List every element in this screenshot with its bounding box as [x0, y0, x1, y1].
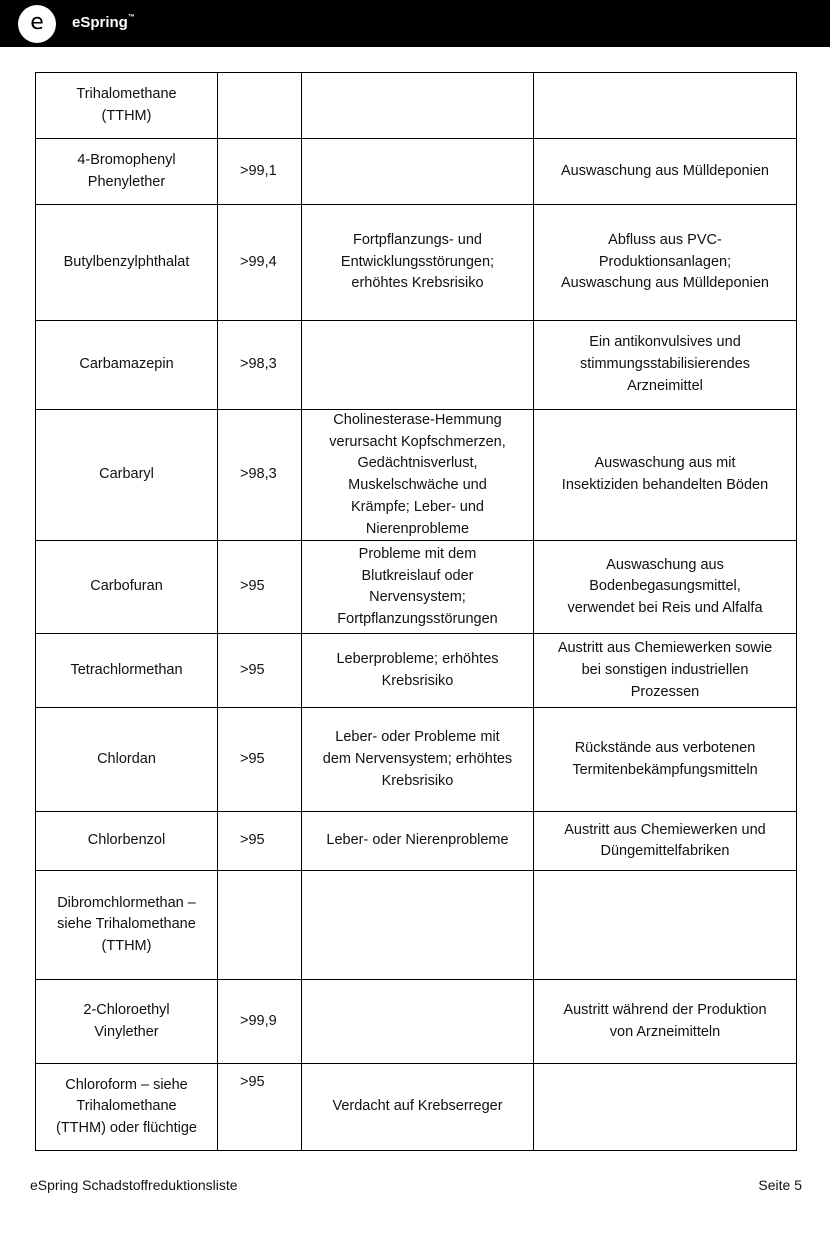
contaminant-table	[35, 72, 797, 1151]
reduction-value: >99,4	[218, 205, 302, 321]
health-effect: Verdacht auf Krebserreger	[302, 1064, 534, 1151]
table-row	[36, 980, 797, 1064]
health-effect	[302, 139, 534, 205]
contaminant-name: Dibromchlormethan – siehe Trihalomethane (TTHM)	[36, 871, 218, 980]
reduction-value: >99,9	[218, 980, 302, 1064]
contaminant-name: Butylbenzylphthalat	[36, 205, 218, 321]
health-effect: Leber- oder Nierenprobleme	[302, 812, 534, 871]
table-row	[36, 139, 797, 205]
contaminant-name: Chlordan	[36, 708, 218, 812]
contaminant-source: Auswaschung aus Bodenbegasungsmittel, verwendet bei Reis und Alfalfa	[534, 541, 797, 634]
table-row	[36, 205, 797, 321]
health-effect	[302, 73, 534, 139]
health-effect	[302, 871, 534, 980]
reduction-value	[218, 73, 302, 139]
contaminant-name: Tetrachlormethan	[36, 634, 218, 708]
contaminant-source	[534, 73, 797, 139]
reduction-value: >95	[218, 541, 302, 634]
reduction-value: >95	[218, 634, 302, 708]
contaminant-name: 2-Chloroethyl Vinylether	[36, 980, 218, 1064]
contaminant-name: Chloroform – siehe Trihalomethane (TTHM) oder flüchtige	[36, 1064, 218, 1151]
contaminant-source: Austritt aus Chemiewerken sowie bei sonstigen industriellen Prozessen	[534, 634, 797, 708]
contaminant-source: Abfluss aus PVC- Produktionsanlagen; Auswaschung aus Mülldeponien	[534, 205, 797, 321]
page-number: Seite 5	[758, 1177, 802, 1193]
contaminant-name: Carbamazepin	[36, 321, 218, 410]
contaminant-name: Carbaryl	[36, 410, 218, 541]
footer-document-title: eSpring Schadstoffreduktionsliste	[30, 1177, 238, 1193]
reduction-value	[218, 871, 302, 980]
table-row	[36, 73, 797, 139]
reduction-value: >98,3	[218, 321, 302, 410]
contaminant-source: Austritt während der Produktion von Arzneimitteln	[534, 980, 797, 1064]
contaminant-name: Carbofuran	[36, 541, 218, 634]
health-effect: Leber- oder Probleme mit dem Nervensystem; erhöhtes Krebsrisiko	[302, 708, 534, 812]
health-effect: Fortpflanzungs- und Entwicklungsstörungen; erhöhtes Krebsrisiko	[302, 205, 534, 321]
contaminant-source: Rückstände aus verbotenen Termitenbekämpfungsmitteln	[534, 708, 797, 812]
contaminant-source: Austritt aus Chemiewerken und Düngemittelfabriken	[534, 812, 797, 871]
contaminant-source	[534, 1064, 797, 1151]
reduction-value: >95	[218, 812, 302, 871]
espring-logo-icon: e	[18, 5, 56, 43]
contaminant-source: Ein antikonvulsives und stimmungsstabilisierendes Arzneimittel	[534, 321, 797, 410]
health-effect	[302, 321, 534, 410]
reduction-value: >98,3	[218, 410, 302, 541]
health-effect	[302, 980, 534, 1064]
contaminant-source: Auswaschung aus Mülldeponien	[534, 139, 797, 205]
reduction-value: >99,1	[218, 139, 302, 205]
reduction-value: >95	[218, 708, 302, 812]
reduction-value: >95	[218, 1064, 302, 1151]
contaminant-name: Chlorbenzol	[36, 812, 218, 871]
contaminant-source	[534, 871, 797, 980]
table-row	[36, 410, 797, 541]
table-row	[36, 634, 797, 708]
health-effect: Probleme mit dem Blutkreislauf oder Nervensystem; Fortpflanzungsstörungen	[302, 541, 534, 634]
health-effect: Leberprobleme; erhöhtes Krebsrisiko	[302, 634, 534, 708]
table-row	[36, 708, 797, 812]
table-row	[36, 812, 797, 871]
table-row	[36, 871, 797, 980]
contaminant-name: 4-Bromophenyl Phenylether	[36, 139, 218, 205]
table-row	[36, 321, 797, 410]
table-row	[36, 541, 797, 634]
table-row	[36, 1064, 797, 1151]
contaminant-name: Trihalomethane (TTHM)	[36, 73, 218, 139]
brand-name: eSpring™	[72, 14, 135, 31]
contaminant-source: Auswaschung aus mit Insektiziden behandelten Böden	[534, 410, 797, 541]
header-bar	[0, 0, 830, 47]
health-effect: Cholinesterase-Hemmung verursacht Kopfschmerzen, Gedächtnisverlust, Muskelschwäche und Krämpfe; Leber- und Nierenprobleme	[302, 410, 534, 541]
